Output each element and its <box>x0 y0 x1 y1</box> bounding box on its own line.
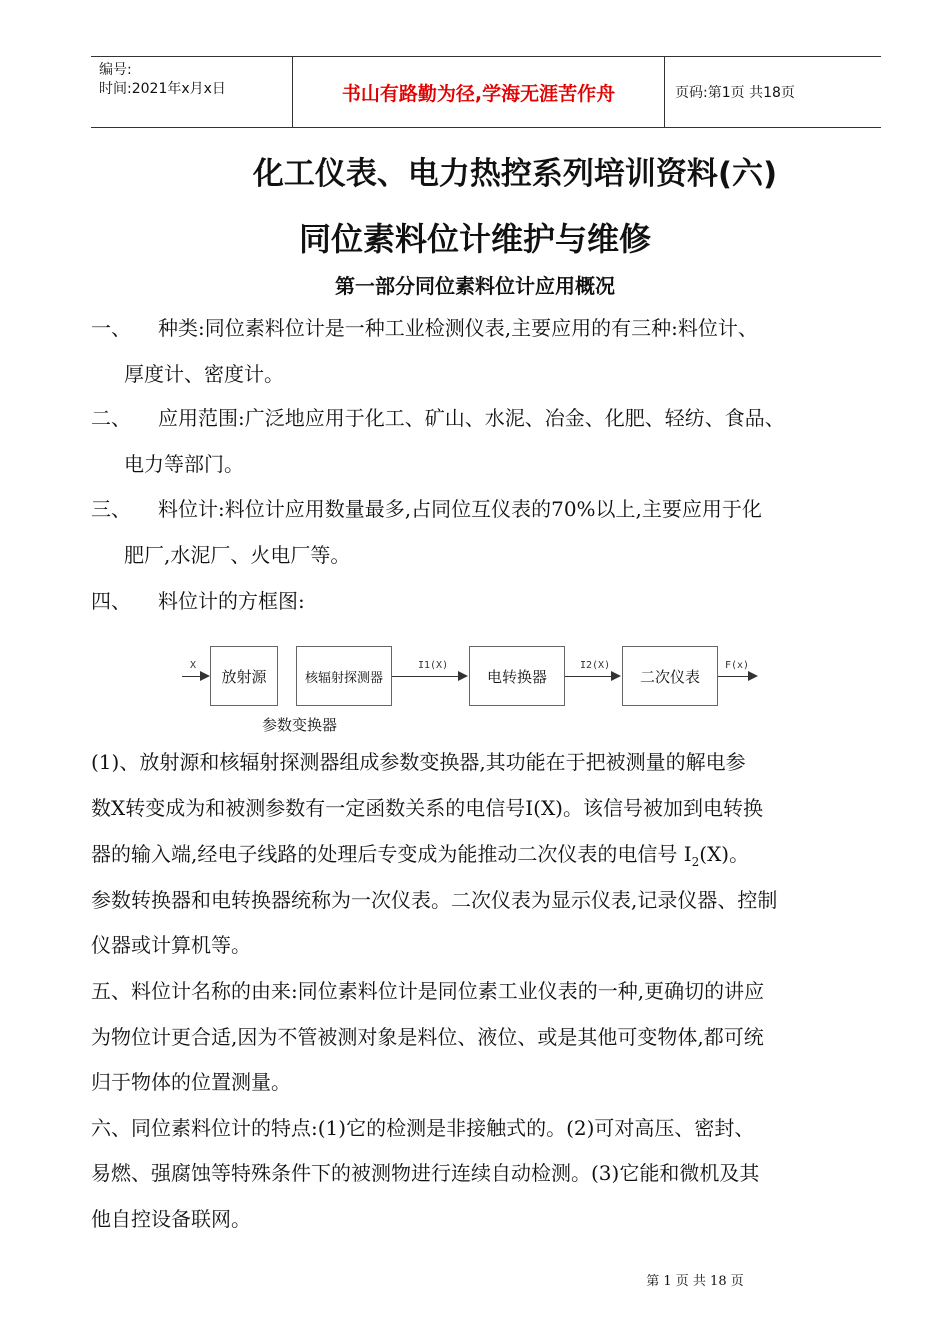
page-footer: 第 1 页 共 18 页 <box>646 1274 744 1289</box>
para-1-line-3-sub: 2 <box>691 855 700 869</box>
para-1-line-2: 数X转变成为和被测参数有一定函数关系的电信号I(X)。该信号被加到电转换 <box>91 796 763 820</box>
main-title-text: 化工仪表、电力热控系列培训资料(六) <box>252 156 778 192</box>
arrow-2-head <box>611 671 621 681</box>
item-1-line-1: 种类:同位素料位计是一种工业检测仪表,主要应用的有三种:料位计、 <box>158 316 758 340</box>
sub-title: 同位素料位计维护与维修 <box>298 220 651 258</box>
number-label: 编号: <box>99 62 132 78</box>
arrow-2-line <box>565 676 613 677</box>
item-2-number: 二、 <box>91 406 131 430</box>
time-label: 时间:2021年x月x日 <box>99 81 226 97</box>
box-radiation-source: 放射源 <box>210 646 278 706</box>
section-title: 第一部分同位素料位计应用概况 <box>335 274 615 298</box>
header-left-cell <box>91 57 293 127</box>
arrow-input-line <box>182 676 202 677</box>
signal-1-label: I1(X) <box>418 660 449 671</box>
main-title <box>0 148 950 193</box>
motto: 书山有路勤为径,学海无涯苦作舟 <box>293 57 665 127</box>
item-4-line-1: 料位计的方框图: <box>158 589 305 613</box>
item-4-number: 四、 <box>91 589 131 613</box>
item-3-line-1: 料位计:料位计应用数量最多,占同位互仪表的70%以上,主要应用于化 <box>158 497 762 521</box>
header-table <box>91 56 881 128</box>
para-1-line-3 <box>91 842 749 874</box>
item-1-line-2: 厚度计、密度计。 <box>124 362 284 386</box>
arrow-1-line <box>392 676 460 677</box>
box-secondary-instrument: 二次仪表 <box>622 646 718 706</box>
para-1-line-1: (1)、放射源和核辐射探测器组成参数变换器,其功能在于把被测量的解电参 <box>91 750 746 774</box>
item-3-number: 三、 <box>91 497 131 521</box>
item-3-line-2: 肥厂,水泥厂、火电厂等。 <box>124 543 351 567</box>
para-5-line-3: 归于物体的位置测量。 <box>91 1070 291 1094</box>
item-1-number: 一、 <box>91 316 131 340</box>
para-6-line-1: 六、同位素料位计的特点:(1)它的检测是非接触式的。(2)可对高压、密封、 <box>91 1116 755 1140</box>
arrow-output-head <box>748 671 758 681</box>
box-nuclear-detector: 核辐射探测器 <box>296 646 392 706</box>
para-1-line-4: 参数转换器和电转换器统称为一次仪表。二次仪表为显示仪表,记录仪器、控制 <box>91 888 778 912</box>
para-1-line-5: 仪器或计算机等。 <box>91 933 251 957</box>
parameter-converter-label: 参数变换器 <box>262 716 338 734</box>
para-1-line-3a: 器的输入端,经电子线路的处理后专变成为能推动二次仪表的电信号 I <box>91 842 692 866</box>
page-info: 页码:第1页 共18页 <box>675 85 795 101</box>
item-2-line-2: 电力等部门。 <box>124 452 244 476</box>
para-5-line-1: 五、料位计名称的由来:同位素料位计是同位素工业仪表的一种,更确切的讲应 <box>91 979 765 1003</box>
arrow-output-line <box>718 676 750 677</box>
box-electric-converter: 电转换器 <box>469 646 565 706</box>
para-6-line-3: 他自控设备联网。 <box>91 1207 251 1231</box>
arrow-1-head <box>458 671 468 681</box>
para-6-line-2: 易燃、强腐蚀等特殊条件下的被测物进行连续自动检测。(3)它能和微机及其 <box>91 1161 760 1185</box>
para-5-line-2: 为物位计更合适,因为不管被测对象是料位、液位、或是其他可变物体,都可统 <box>91 1025 764 1049</box>
para-1-line-3b: (X)。 <box>699 842 750 866</box>
signal-2-label: I2(X) <box>580 660 611 671</box>
input-signal-label: X <box>190 660 197 671</box>
item-2-line-1: 应用范围:广泛地应用于化工、矿山、水泥、冶金、化肥、轻纺、食品、 <box>158 406 785 430</box>
arrow-input-head <box>200 671 210 681</box>
output-signal-label: F(x) <box>725 660 750 671</box>
